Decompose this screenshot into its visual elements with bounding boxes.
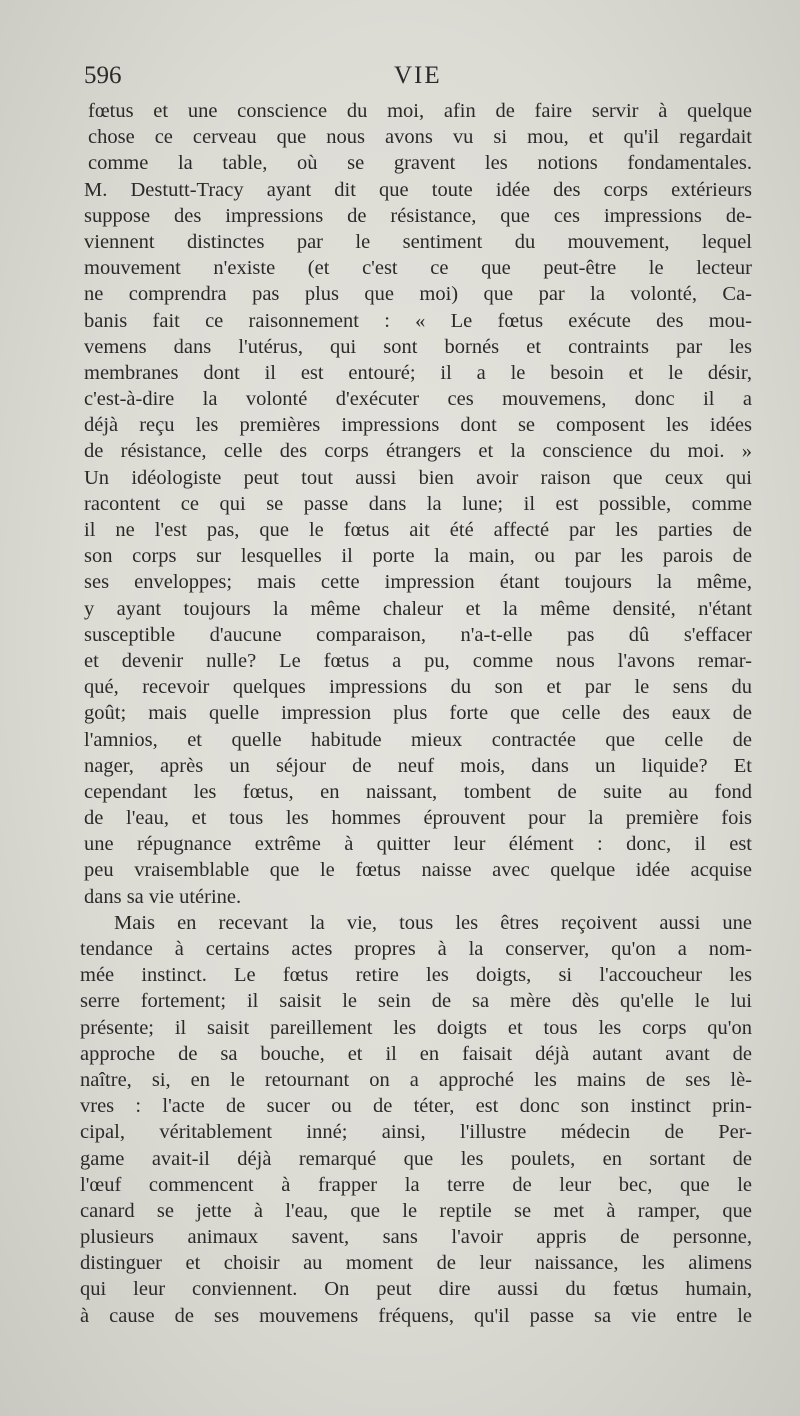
text-line: canard se jette à l'eau, que le reptile se met à ramper, que [80, 1199, 752, 1222]
text-line: ses enveloppes; mais cette impression étant toujours la même, [84, 571, 752, 594]
text-line: naître, si, en le retournant on a approché les mains de ses lè- [80, 1068, 752, 1091]
text-line: de résistance, celle des corps étrangers et la conscience du moi. » [84, 440, 752, 463]
text-line: à cause de ses mouvemens fréquens, qu'il passe sa vie entre le [80, 1304, 752, 1327]
text-line: game avait-il déjà remarqué que les poulets, en sortant de [80, 1147, 752, 1170]
page-header [84, 62, 752, 96]
text-line: serre fortement; il saisit le sein de sa mère dès qu'elle le lui [80, 990, 752, 1013]
text-line: cependant les fœtus, en naissant, tombent de suite au fond [84, 780, 752, 803]
text-line: mouvement n'existe (et c'est ce que peut-être le lecteur [84, 257, 752, 280]
text-line: banis fait ce raisonnement : « Le fœtus exécute des mou- [84, 309, 752, 332]
text-line: distinguer et choisir au moment de leur naissance, les alimens [80, 1252, 752, 1275]
paragraph-start-line: Mais en recevant la vie, tous les êtres reçoivent aussi une [114, 911, 752, 934]
text-line: y ayant toujours la même chaleur et la même densité, n'étant [84, 597, 752, 620]
text-line: comme la table, où se gravent les notions fondamentales. [88, 152, 752, 175]
text-line: approche de sa bouche, et il en faisait déjà autant avant de [80, 1042, 752, 1065]
text-line: M. Destutt-Tracy ayant dit que toute idée des corps extérieurs [84, 178, 752, 201]
page-number: 596 [84, 62, 122, 89]
text-line: qui leur conviennent. On peut dire aussi du fœtus humain, [80, 1278, 752, 1301]
text-line: suppose des impressions de résistance, que ces impressions de- [84, 204, 752, 227]
text-line: dans sa vie utérine. [84, 885, 242, 908]
text-line: l'œuf commencent à frapper la terre de leur bec, que le [80, 1173, 752, 1196]
text-line: déjà reçu les premières impressions dont se composent les idées [84, 414, 752, 437]
text-line: cipal, véritablement inné; ainsi, l'illustre médecin de Per- [80, 1121, 752, 1144]
text-line: ne comprendra pas plus que moi) que par la volonté, Ca- [84, 283, 752, 306]
text-line: fœtus et une conscience du moi, afin de faire servir à quelque [88, 100, 752, 122]
text-line: mée instinct. Le fœtus retire les doigts, si l'accoucheur les [80, 964, 752, 987]
text-line: Un idéologiste peut tout aussi bien avoir raison que ceux qui [84, 466, 752, 489]
text-line: c'est-à-dire la volonté d'exécuter ces mouvemens, donc il a [84, 388, 752, 411]
text-line: racontent ce qui se passe dans la lune; il est possible, comme [84, 492, 752, 515]
text-line: chose ce cerveau que nous avons vu si mou, et qu'il regardait [88, 126, 752, 149]
text-line: son corps sur lesquelles il porte la main, ou par les parois de [84, 545, 752, 568]
text-line: goût; mais quelle impression plus forte que celle des eaux de [84, 702, 752, 725]
text-line: plusieurs animaux savent, sans l'avoir appris de personne, [80, 1226, 752, 1249]
text-line: vres : l'acte de sucer ou de téter, est donc son instinct prin- [80, 1095, 752, 1118]
body-text [80, 98, 752, 1329]
text-line: viennent distinctes par le sentiment du mouvement, lequel [84, 230, 752, 253]
text-line: l'amnios, et quelle habitude mieux contractée que celle de [84, 728, 752, 751]
text-line: susceptible d'aucune comparaison, n'a-t-elle pas dû s'effacer [84, 623, 752, 646]
text-line: peu vraisemblable que le fœtus naisse avec quelque idée acquise [84, 859, 752, 882]
text-line: il ne l'est pas, que le fœtus ait été affecté par les parties de [84, 519, 752, 541]
text-line: vemens dans l'utérus, qui sont bornés et contraints par les [84, 335, 752, 358]
text-line: qué, recevoir quelques impressions du son et par le sens du [84, 676, 752, 699]
text-line: une répugnance extrême à quitter leur élément : donc, il est [84, 833, 752, 856]
text-line: présente; il saisit pareillement les doigts et tous les corps qu'on [80, 1016, 752, 1039]
text-line: et devenir nulle? Le fœtus a pu, comme nous l'avons remar- [84, 649, 752, 672]
text-line: membranes dont il est entouré; il a le besoin et le désir, [84, 361, 752, 384]
text-line: tendance à certains actes propres à la conserver, qu'on a nom- [80, 938, 752, 960]
text-line: nager, après un séjour de neuf mois, dans un liquide? Et [84, 754, 752, 777]
running-head: VIE [394, 62, 442, 89]
text-line: de l'eau, et tous les hommes éprouvent pour la première fois [84, 807, 752, 830]
